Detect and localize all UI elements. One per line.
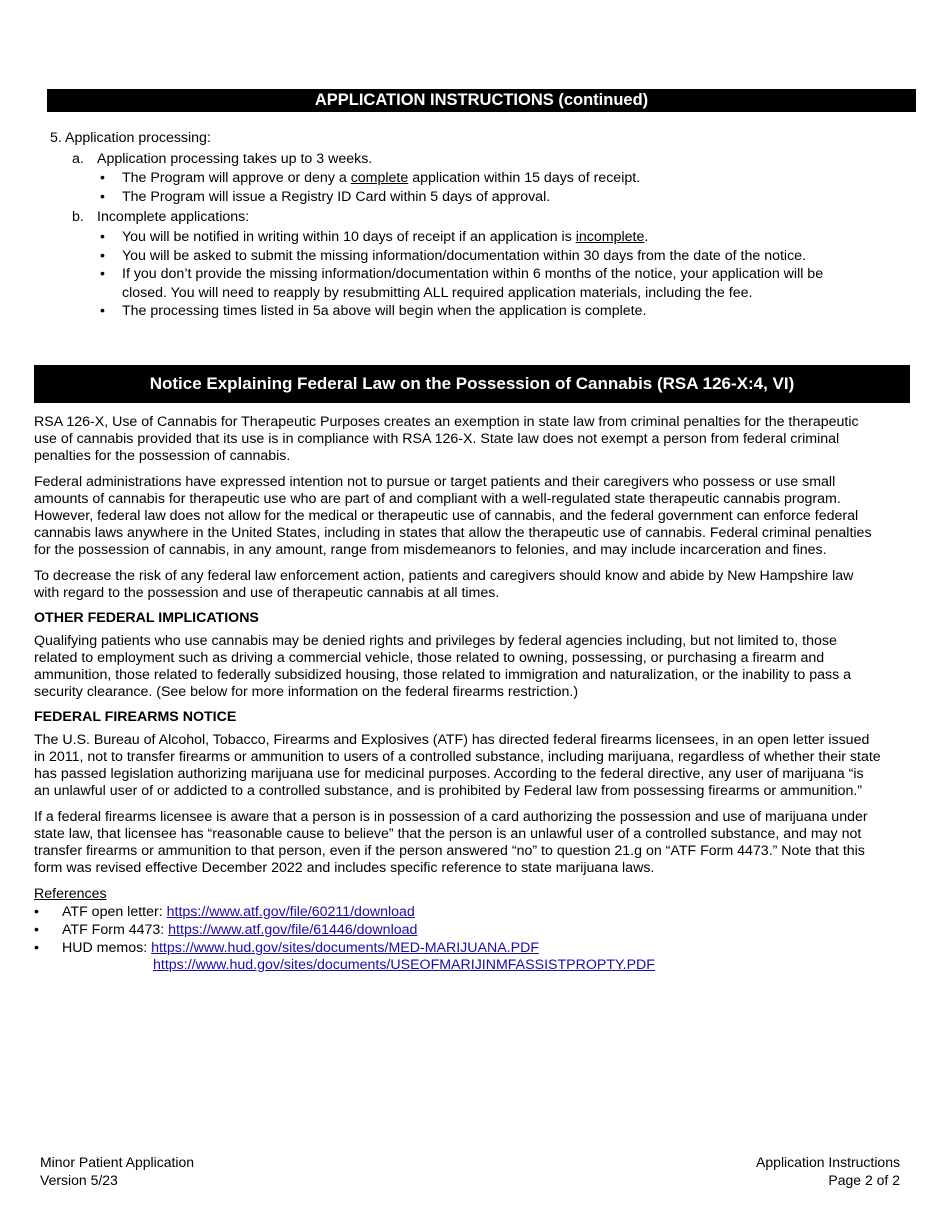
bullet-icon: • [100, 248, 105, 264]
reference-hud-memos: HUD memos: https://www.hud.gov/sites/documents/MED-MARIJUANA.PDF [62, 940, 539, 956]
paragraph-decrease-risk: To decrease the risk of any federal law enforcement action, patients and caregivers should know and abide by New Hampshire law with regard to the possession and use of therapeutic cannabis at all times. [34, 568, 854, 601]
bullet-text: The Program will approve or deny a complete application within 15 days of receipt. [122, 170, 641, 186]
heading-other-federal-implications: OTHER FEDERAL IMPLICATIONS [34, 610, 259, 626]
bullet-icon: • [34, 940, 39, 956]
bullet-text: You will be asked to submit the missing information/documentation within 30 days from the date of the notice. [122, 248, 807, 264]
section-header-application-instructions: APPLICATION INSTRUCTIONS (continued) [47, 89, 916, 112]
bullet-icon: • [100, 303, 105, 319]
reference-atf-form-4473: ATF Form 4473: https://www.atf.gov/file/61446/download [62, 922, 418, 938]
bullet-icon: • [100, 229, 105, 245]
bullet-icon: • [100, 170, 105, 186]
section-header-federal-notice: Notice Explaining Federal Law on the Possession of Cannabis (RSA 126-X:4, VI) [34, 365, 910, 403]
bullet-text: You will be notified in writing within 10 days of receipt if an application is incomplete. [122, 229, 649, 245]
link-hud-assisted-property[interactable]: https://www.hud.gov/sites/documents/USEOFMARIJINMFASSISTPROPTY.PDF [153, 957, 655, 973]
footer-left [40, 1154, 194, 1189]
reference-atf-open-letter: ATF open letter: https://www.atf.gov/file/60211/download [62, 904, 415, 920]
link-atf-form-4473[interactable]: https://www.atf.gov/file/61446/download [168, 922, 418, 938]
link-hud-med-marijuana[interactable]: https://www.hud.gov/sites/documents/MED-MARIJUANA.PDF [151, 940, 539, 956]
list-label-a: a. [72, 151, 84, 167]
list-text-b: Incomplete applications: [97, 209, 250, 225]
bullet-text-continued: closed. You will need to reapply by resubmitting ALL required application materials, including the fee. [122, 285, 753, 301]
footer-form-name: Minor Patient Application [40, 1154, 195, 1170]
paragraph-licensee: If a federal firearms licensee is aware that a person is in possession of a card authorizing the possession and use of marijuana under state law, that licensee has “reasonable cause to believe” that the person is an unlawful user of a controlled substance, and may not transfer firearms or ammunition to that person, even if the person answered “no” to question 21.g on “ATF Form 4473.” Note that this form was revised effective December 2022 and includes specific reference to state marijuana laws. [34, 809, 868, 876]
link-atf-open-letter[interactable]: https://www.atf.gov/file/60211/download [166, 904, 415, 920]
bullet-text: The Program will issue a Registry ID Card within 5 days of approval. [122, 189, 551, 205]
paragraph-qualifying-patients: Qualifying patients who use cannabis may be denied rights and privileges by federal agencies including, but not limited to, those related to employment such as driving a commercial vehicle, those related to owning, possessing, or purchasing a firearm and ammunition, those related to federally subsidized housing, those related to immigration and naturalization, or the inability to pass a security clearance. (See below for more information on the federal firearms restriction.) [34, 633, 852, 700]
list-text-a: Application processing takes up to 3 weeks. [97, 151, 373, 167]
bullet-icon: • [100, 189, 105, 205]
bullet-icon: • [34, 922, 39, 938]
heading-federal-firearms-notice: FEDERAL FIREARMS NOTICE [34, 709, 237, 725]
paragraph-atf: The U.S. Bureau of Alcohol, Tobacco, Firearms and Explosives (ATF) has directed federal firearms licensees, in an open letter issued in 2011, not to transfer firearms or ammunition to users of a controlled substance, including marijuana, regardless of whether their state has passed legislation authorizing marijuana use for medicinal purposes. According to the federal directive, any user of marijuana “is an unlawful user of or addicted to a controlled substance, and is prohibited by Federal law from possessing firearms or ammunition.” [34, 732, 881, 799]
footer-version: Version 5/23 [40, 1171, 118, 1188]
list-item-5: 5. Application processing: [50, 130, 211, 146]
list-label-b: b. [72, 209, 84, 225]
bullet-text: If you don’t provide the missing information/documentation within 6 months of the notice, your application will be [122, 266, 824, 282]
bullet-icon: • [100, 266, 105, 282]
paragraph-federal-admin: Federal administrations have expressed intention not to pursue or target patients and their caregivers who possess or use small amounts of cannabis for therapeutic use who are part of and compliant with a well-regulated state therapeutic cannabis program. However, federal law does not allow for the medical or therapeutic use of cannabis, and the federal government can enforce federal cannabis laws anywhere in the United States, including in states that allow the therapeutic use of cannabis. Federal criminal penalties for the possession of cannabis, in any amount, range from misdemeanors to felonies, and may include incarceration and fines. [34, 474, 872, 558]
footer-right [756, 1154, 900, 1189]
footer-page-number: Page 2 of 2 [828, 1171, 900, 1188]
bullet-text: The processing times listed in 5a above will begin when the application is complete. [122, 303, 647, 319]
references-heading: References [34, 886, 107, 902]
reference-hud-memos-extra [153, 957, 655, 973]
paragraph-rsa: RSA 126-X, Use of Cannabis for Therapeutic Purposes creates an exemption in state law from criminal penalties for the therapeutic use of cannabis provided that its use is in compliance with RSA 126-X. State law does not exempt a person from federal criminal penalties for the possession of cannabis. [34, 414, 859, 464]
footer-section-name: Application Instructions [756, 1154, 900, 1170]
bullet-icon: • [34, 904, 39, 920]
